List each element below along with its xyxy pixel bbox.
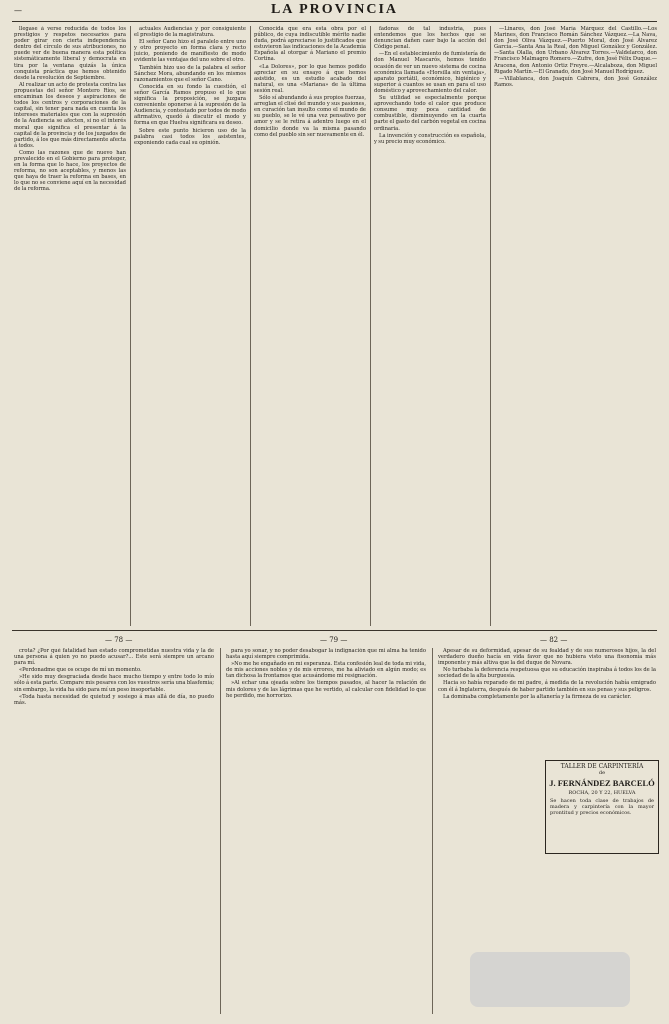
paragraph: Sobre este punto hicieron uso de la palabra casi todos los asistentes, exponiendo cada cual su opinión. bbox=[134, 127, 246, 146]
paragraph: Como las razones que de nuevo han prevalecido en el Gobierno para proteger, en la forma que lo hace, los proyectos de reforma, no son aceptables, y menos las que haya de traer la reforma en bases, en lo que no se conviene aquí en la necesidad de la reforma. bbox=[14, 149, 126, 193]
advertisement-box bbox=[545, 760, 659, 854]
paragraph: No turbaba la deferencia respetuosa que su educación inspiraba á todos los de la sociedad de la alta burguesía. bbox=[438, 667, 656, 680]
paragraph: Conocida que era esta obra por el público, de cuya indiscutible mérito nadie duda, podrá apreciarse lo justificados que estuvieron las indicaciones de la Academia Española al otorgar á Mariano el premio Cortina. bbox=[254, 26, 366, 63]
top-column-4 bbox=[374, 26, 486, 626]
column-divider bbox=[490, 26, 491, 626]
column-divider bbox=[432, 648, 433, 1014]
column-divider bbox=[220, 648, 221, 1014]
bottom-column-1 bbox=[14, 648, 214, 1014]
paragraph: El señor Cano hizo el paralelo entre uno y otro proyecto en forma clara y recto juicio, poniendo de manifiesto de modo evidente las ventajas del uno sobre el otro. bbox=[134, 39, 246, 64]
top-column-1 bbox=[14, 26, 126, 626]
paragraph: crota? ¿Por qué fatalidad han estado comprometidas nuestra vida y la de una persona á quien yo no puedo acusar?... Este será siempre un arcano para mí. bbox=[14, 648, 214, 667]
newspaper-title: LA PROVINCIA bbox=[270, 2, 399, 17]
paragraph: También hizo uso de la palabra el señor Sánchez Mora, abundando en los mismos razonamientos que el señor Cano. bbox=[134, 64, 246, 83]
header-rule bbox=[12, 21, 657, 22]
ad-address: ROCHA, 20 Y 22, HUELVA bbox=[568, 790, 636, 796]
masthead bbox=[0, 0, 669, 22]
paragraph: —Linares, don José María Márquez del Castillo.—Los Marines, don Francisco Román Sánchez Vázquez.—La Nava, don José Oliva Vázquez.—Puerto Moral, don José Álvarez García.—Santa Ana la Real, don Miguel González y González.—Santa Olalla, don Urbano Álvarez Torres.—Valdelarco, don Francisco Malmagro Romero.—Zufre, don José Félix Duque.—Aracena, don Antonio Ortiz Freyre.—Alcalaboza, don Miguel Rigado Martín.—El Granado, don José Manuel Rodríguez. bbox=[494, 26, 657, 75]
paragraph: «La Dolores», por lo que hemos podido apreciar en su ensayo á que hemos asistido, es un estudio acabado del natural, es una «Mariana» de la última sesión real. bbox=[254, 63, 366, 94]
paragraph: Su utilidad se especialmente porque aprovechando todo el calor que produce consume muy poca cantidad de combustible, disminuyendo en la cuarta parte el gasto del carbón vegetal en cocina ordinaria. bbox=[374, 95, 486, 132]
folio-center: — 79 — bbox=[320, 636, 348, 644]
column-divider bbox=[130, 26, 131, 626]
paragraph: »No me he engañado en mi esperanza. Esta confesión leal de toda mi vida, de mis acciones nobles y de mis errores, me ha aliviado en algún modo; es tan dichosa la frontamos que acusándome mi resignación. bbox=[226, 661, 426, 680]
folio-left: — 78 — bbox=[105, 636, 133, 644]
paragraph: —Villablanca, don Joaquín Cabrera, don José González Ramos. bbox=[494, 75, 657, 88]
ad-name: J. FERNÁNDEZ BARCELÓ bbox=[549, 778, 655, 788]
paragraph: Al realizar un acto de protesta contra las propuestas del señor Montero Ríos, se encaminan los deseos y aspiraciones de todos los centros y corporaciones de la capital, sin tener para nada en cuenta los intereses materiales que con la supresión de la Audiencia se afecten, si no el interés moral que significa el presentar á la capital de la provincia y de los juzgados de partido, á los que más directamente afecta á todos. bbox=[14, 81, 126, 149]
paragraph: Sólo sí abundando á sus propios fuerzas, arreglan el clisé del mundo y sus pasiones, en curación tan insulto como el mundo de su pueblo, se le vé una vez pensativo por amor y se le retira á adentro luego en el domicilio donde va la misma pasando como del pueblo sin ser nuevamente en él. bbox=[254, 95, 366, 138]
paragraph: Apesar de su deformidad, apesar de su fealdad y de sus numerosos hijos, la del verdadero dueño hacía en vida favor que no hubiera visto una fisonomía más imponente y más altiva que la del duque de Novara. bbox=[438, 648, 656, 667]
paragraph: actuales Audiencias y por consiguiente el prestigio de la magistratura. bbox=[134, 26, 246, 39]
ad-de: de bbox=[598, 770, 606, 776]
bottom-column-2 bbox=[226, 648, 426, 1014]
folio-right: — 82 — bbox=[540, 636, 568, 644]
paragraph: «Perdonadme que os ocupe de mí un momento. bbox=[19, 667, 142, 674]
paragraph: La dominaba completamente por la altanería y la firmeza de su carácter. bbox=[443, 693, 632, 700]
paragraph: La invención y construcción es española, y su precio muy económico. bbox=[374, 132, 486, 145]
paragraph: »He sido muy desgraciada desde hace mucho tiempo y entre todo lo mío sólo á esta parte. Compare mis pesares con los vuestros sería una blasfemia; sin embargo, la vida ha sido para mí un peso insoportable. bbox=[14, 674, 214, 693]
page-marker: — bbox=[14, 6, 22, 15]
ad-body: Se hacen toda clase de trabajos de madera y carpintería con la mayor prontitud y precios económicos. bbox=[550, 798, 654, 816]
paragraph: fadoras de tal industria, pues entendemos que los hechos que se denuncian dañen caer bajo la acción del Código penal. bbox=[374, 26, 486, 51]
top-column-5 bbox=[494, 26, 657, 626]
paragraph: »Al echar una ojeada sobre los tiempos pasados, al hacer la relación de mis dolores y de las lágrimas que he vertido, al calcular con fidelidad lo que he perdido, me horrorizo. bbox=[226, 680, 426, 699]
paragraph: «Toda hasta necesidad de quietud y sosiego á mas allá de día, no puedo más. bbox=[14, 693, 214, 706]
ad-heading: TALLER DE CARPINTERÍA bbox=[560, 763, 644, 770]
column-divider bbox=[250, 26, 251, 626]
paragraph: Hacia so había reparado de mi padre, á medida de la revolución había emigrado con él á Inglaterra, después de haber partido también en sus penas y sus peligros. bbox=[438, 680, 656, 693]
paragraph: Conocida en su fondo la cuestión, el señor García Ramos propuso el lo que significa la proposición, se juzgara conveniente oponerse á la supresión de la Audiencia, y contestado por todos de modo afirmativo, quedó á discutir el modo y forma en que Huelva significara su deseo. bbox=[134, 83, 246, 127]
column-divider bbox=[370, 26, 371, 626]
top-column-3 bbox=[254, 26, 366, 626]
section-rule bbox=[12, 630, 657, 631]
paragraph: para yo sonar, y no poder desabogar la indignación que mi alma ha tenido hasta aquí siempre comprimida. bbox=[226, 648, 426, 661]
paragraph: —En el establecimiento de fumistería de don Manuel Mascarós, hemos tenido ocasión de ver un nuevo sistema de cocina económica llamada «Horsilla sin ventaja», aparato portátil, económico, higiénico y superior á cuantos se usan en para el uso doméstico y aprovechamiento del calor. bbox=[374, 51, 486, 94]
top-column-2 bbox=[134, 26, 246, 626]
paragraph: llegase á verse reducida de todos los prestigios y respetos necesarios para poder girar con cierta independencia dentro del círculo de sus atribuciones, no puede ver de buena manera esta política sistemáticamente liberal y democrata en tira por la ventana quizás la única conquista práctica que hemos obtenido desde la revolución de Septiembre. bbox=[14, 26, 126, 81]
library-stamp bbox=[470, 952, 630, 1007]
